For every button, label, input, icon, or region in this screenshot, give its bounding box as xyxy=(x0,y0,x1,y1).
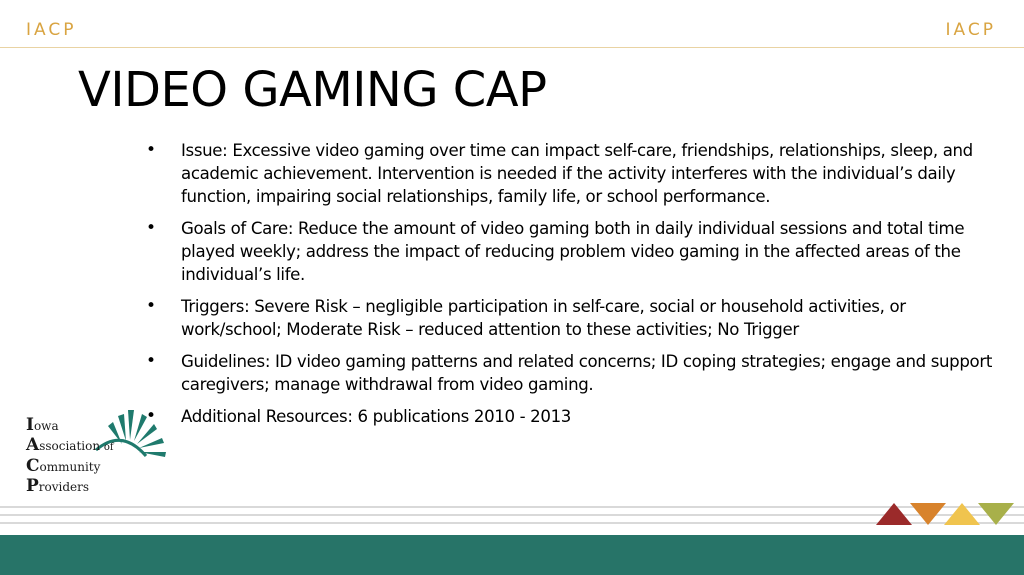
header-brand-right: IACP xyxy=(945,20,996,40)
bullet-goals-of-care xyxy=(146,217,992,286)
header-divider xyxy=(0,47,1024,48)
footer-bar xyxy=(0,535,1024,575)
bullet-text: Triggers: Severe Risk – negligible participation in self-care, social or household activities, or work/school; Moderate Risk – reduced attention to these activities; No Trigger xyxy=(181,297,906,339)
bullet-triggers xyxy=(146,295,992,341)
footer-stripes xyxy=(0,502,1024,532)
bullet-text: Issue: Excessive video gaming over time can impact self-care, friendships, relationships, sleep, and academic achievement. Intervention is needed if the activity interferes with the individual’s daily function, impairing social relationships, family life, or school performance. xyxy=(181,141,973,206)
triangle-orange xyxy=(910,503,946,525)
triangle-ornament-icon xyxy=(876,503,1016,527)
header-brand-left: IACP xyxy=(26,20,77,40)
bullet-marker: • xyxy=(146,140,157,160)
logo-line-iowa: Iowa xyxy=(26,415,59,435)
footer-stripe xyxy=(0,506,1024,508)
bullet-guidelines xyxy=(146,350,992,396)
bullet-list xyxy=(146,139,992,437)
logo-line-association: Association of xyxy=(26,434,114,455)
logo-line-community: Community xyxy=(26,456,101,476)
logo-wordmark xyxy=(26,416,114,496)
footer-stripe xyxy=(0,522,1024,524)
footer-stripe xyxy=(0,514,1024,516)
bullet-text: Guidelines: ID video gaming patterns and related concerns; ID coping strategies; engage and support caregivers; manage withdrawal from video gaming. xyxy=(181,352,992,394)
bullet-issue xyxy=(146,139,992,208)
bullet-additional-resources xyxy=(146,405,992,428)
slide-title: VIDEO GAMING CAP xyxy=(78,62,547,118)
bullet-marker: • xyxy=(146,351,157,371)
triangle-green xyxy=(978,503,1014,525)
logo-line-providers: Providers xyxy=(26,475,90,496)
bullet-marker: • xyxy=(146,296,157,316)
bullet-text: Goals of Care: Reduce the amount of video gaming both in daily individual sessions and total time played weekly; address the impact of reducing problem video gaming in the affected areas of the individual’s life. xyxy=(181,219,965,284)
bullet-marker: • xyxy=(146,406,157,426)
bullet-text: Additional Resources: 6 publications 2010 - 2013 xyxy=(181,407,572,426)
bullet-marker: • xyxy=(146,218,157,238)
triangle-yellow xyxy=(944,503,980,525)
triangle-red xyxy=(876,503,912,525)
iacp-logo xyxy=(22,404,162,496)
